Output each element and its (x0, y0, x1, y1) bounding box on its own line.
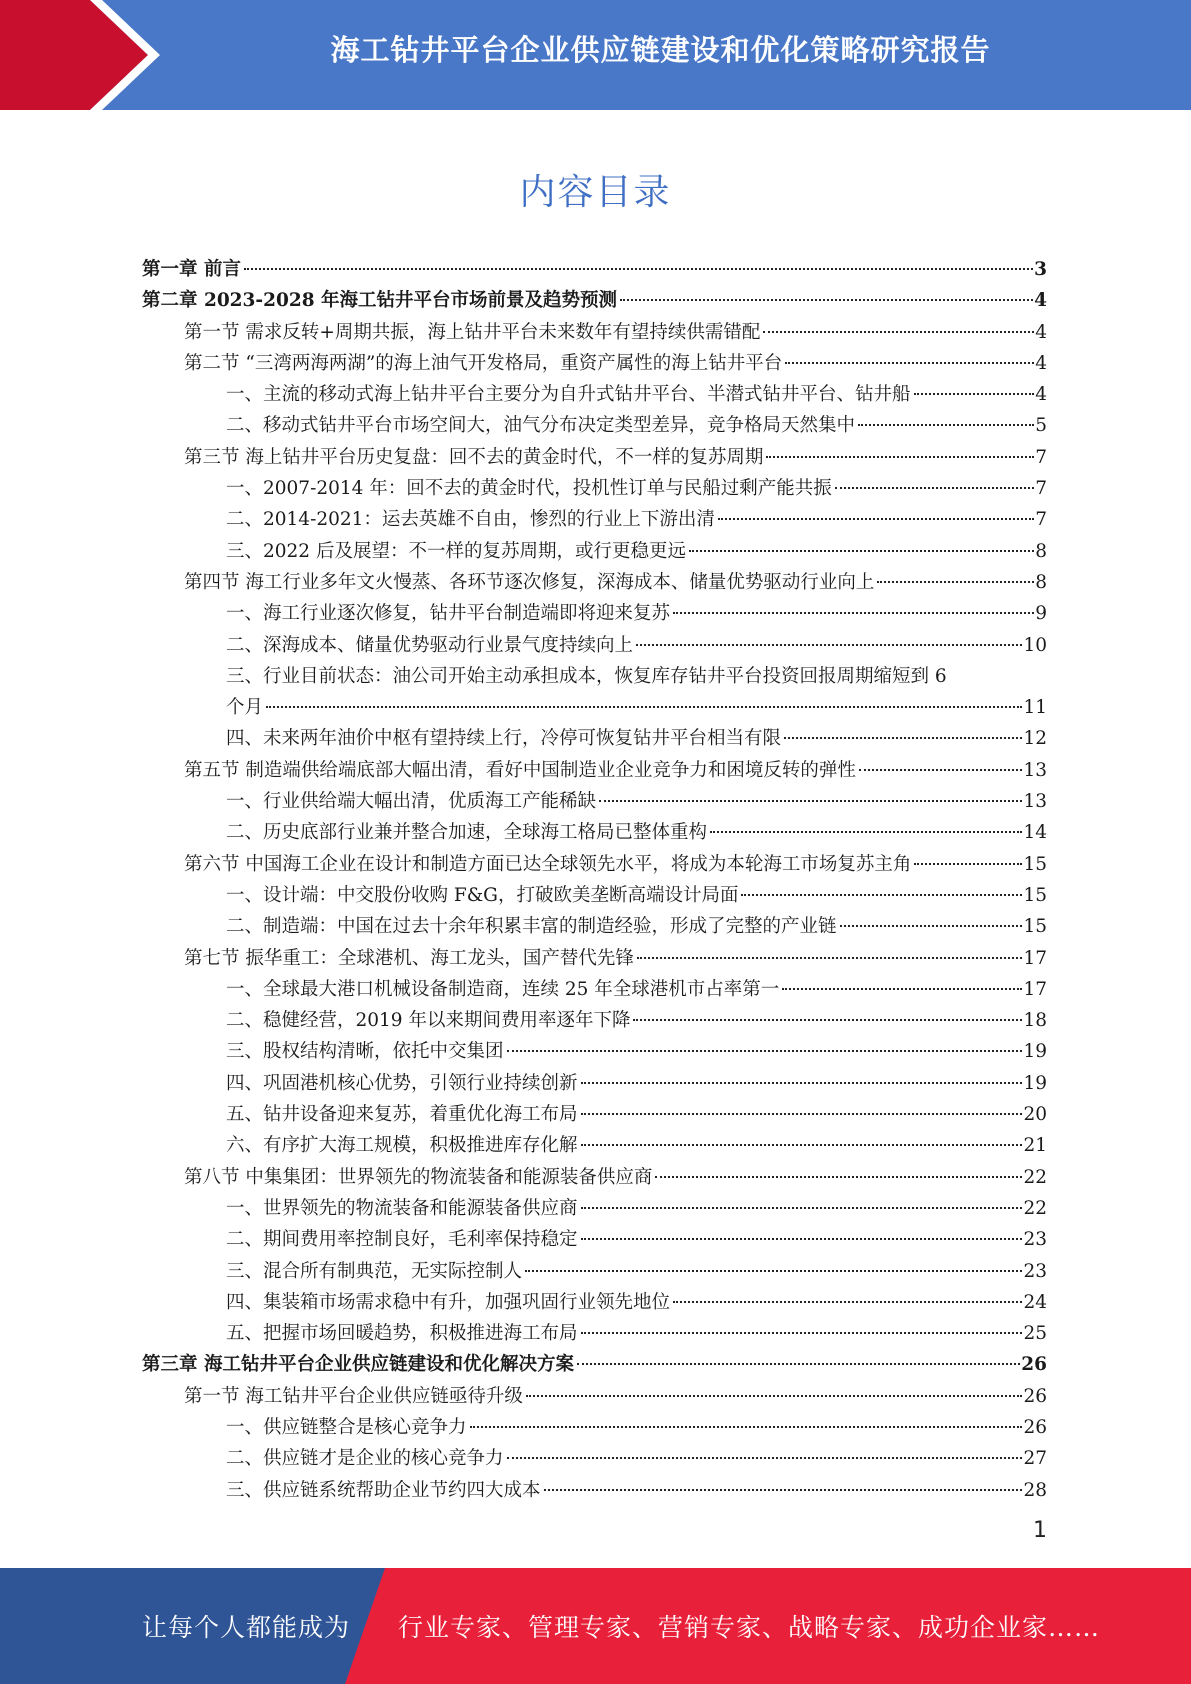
toc-entry[interactable] (142, 630, 1047, 661)
toc-entry-title: 第一节 海工钻井平台企业供应链亟待升级 (184, 1385, 523, 1407)
toc-dot-leader (581, 1238, 1023, 1240)
toc-entry-title: 二、2014-2021：运去英雄不自由，惨烈的行业上下游出清 (226, 509, 715, 531)
toc-entry-title: 二、深海成本、储量优势驱动行业景气度持续向上 (226, 634, 634, 656)
toc-entry[interactable] (142, 661, 1047, 692)
toc-dot-leader (835, 487, 1034, 489)
toc-dot-leader (507, 1050, 1023, 1052)
toc-entry-title: 第三章 海工钻井平台企业供应链建设和优化解决方案 (142, 1354, 574, 1376)
toc-dot-leader (840, 925, 1023, 927)
toc-entry-page: 4 (1035, 352, 1047, 374)
toc-entry-page: 26 (1023, 1416, 1047, 1438)
toc-entry-page: 24 (1023, 1291, 1047, 1313)
toc-entry[interactable] (142, 943, 1047, 974)
toc-entry-page: 5 (1035, 415, 1047, 437)
toc-entry[interactable] (142, 1256, 1047, 1287)
toc-dot-leader (577, 1363, 1020, 1365)
toc-entry[interactable] (142, 817, 1047, 848)
toc-entry-title: 第八节 中集集团：世界领先的物流装备和能源装备供应商 (184, 1166, 653, 1188)
toc-entry-title: 一、行业供给端大幅出清，优质海工产能稀缺 (226, 791, 597, 813)
toc-entry-page: 21 (1023, 1135, 1047, 1157)
toc-entry-page: 9 (1035, 603, 1047, 625)
toc-entry-page: 19 (1023, 1041, 1047, 1063)
toc-dot-leader (718, 518, 1034, 520)
toc-dot-leader (636, 644, 1022, 646)
toc-entry-title: 第一节 需求反转+周期共振，海上钻井平台未来数年有望持续供需错配 (184, 321, 761, 343)
toc-dot-leader (620, 299, 1033, 301)
toc-entry-title: 一、主流的移动式海上钻井平台主要分为自升式钻井平台、半潜式钻井平台、钻井船 (226, 384, 911, 406)
toc-entry[interactable] (142, 723, 1047, 754)
toc-dot-leader (859, 769, 1023, 771)
toc-entry-page: 15 (1023, 853, 1047, 875)
toc-dot-leader (710, 831, 1022, 833)
toc-entry-page: 26 (1021, 1354, 1047, 1376)
toc-dot-leader (655, 1176, 1022, 1178)
toc-entry-page: 22 (1023, 1166, 1047, 1188)
toc-entry[interactable] (142, 755, 1047, 786)
toc-entry-title: 第四节 海工行业多年文火慢蒸、各环节逐次修复，深海成本、储量优势驱动行业向上 (184, 571, 875, 593)
toc-entry[interactable] (142, 1475, 1047, 1506)
toc-entry[interactable] (142, 1287, 1047, 1318)
toc-dot-leader (599, 800, 1022, 802)
toc-entry-page: 7 (1035, 478, 1047, 500)
toc-dot-leader (581, 1207, 1023, 1209)
toc-dot-leader (914, 863, 1022, 865)
toc-dot-leader (507, 1457, 1023, 1459)
toc-dot-leader (784, 737, 1022, 739)
toc-entry-title: 二、移动式钻井平台市场空间大，油气分布决定类型差异，竞争格局天然集中 (226, 415, 856, 437)
toc-entry[interactable] (142, 1036, 1047, 1067)
toc-entry[interactable] (142, 536, 1047, 567)
toc-dot-leader (637, 957, 1023, 959)
toc-entry-title: 第五节 制造端供给端底部大幅出清，看好中国制造业企业竞争力和困境反转的弹性 (184, 759, 856, 781)
toc-entry-page: 19 (1023, 1072, 1047, 1094)
toc-entry[interactable] (142, 1099, 1047, 1130)
toc-entry-title: 五、钻井设备迎来复苏，着重优化海工布局 (226, 1104, 578, 1126)
toc-entry-page: 8 (1035, 571, 1047, 593)
toc-entry[interactable] (142, 1005, 1047, 1036)
toc-entry-page: 13 (1023, 759, 1047, 781)
toc-dot-leader (266, 706, 1022, 708)
toc-entry[interactable] (142, 849, 1047, 880)
toc-entry-page: 7 (1035, 509, 1047, 531)
toc-entry-page: 14 (1023, 822, 1047, 844)
toc-dot-leader (470, 1426, 1023, 1428)
toc-entry-page: 17 (1023, 978, 1047, 1000)
toc-entry[interactable] (142, 504, 1047, 535)
toc-entry-page: 13 (1023, 791, 1047, 813)
toc-entry-page: 4 (1034, 290, 1047, 312)
toc-entry[interactable] (142, 1381, 1047, 1412)
toc-entry-title: 一、海工行业逐次修复，钻井平台制造端即将迎来复苏 (226, 603, 671, 625)
toc-entry[interactable] (142, 598, 1047, 629)
toc-dot-leader (525, 1270, 1022, 1272)
toc-entry-title: 第二节 “三湾两海两湖”的海上油气开发格局，重资产属性的海上钻井平台 (184, 352, 783, 374)
toc-dot-leader (782, 988, 1022, 990)
toc-entry[interactable] (142, 254, 1047, 285)
toc-dot-leader (858, 424, 1034, 426)
footer-slogan-left: 让每个人都能成为 (142, 1613, 351, 1642)
toc-entry[interactable] (142, 442, 1047, 473)
toc-dot-leader (673, 1301, 1022, 1303)
toc-entry-page: 22 (1023, 1197, 1047, 1219)
toc-dot-leader (673, 612, 1034, 614)
toc-entry-title: 六、有序扩大海工规模，积极推进库存化解 (226, 1135, 578, 1157)
toc-entry[interactable] (142, 1130, 1047, 1161)
toc-dot-leader (689, 550, 1034, 552)
toc-entry-page: 23 (1023, 1229, 1047, 1251)
toc-entry-title: 一、2007-2014 年：回不去的黄金时代，投机性订单与民船过剩产能共振 (226, 478, 832, 500)
toc-entry-page: 18 (1023, 1010, 1047, 1032)
toc-entry-title: 第六节 中国海工企业在设计和制造方面已达全球领先水平，将成为本轮海工市场复苏主角 (184, 853, 912, 875)
toc-entry[interactable] (142, 1193, 1047, 1224)
toc-entry[interactable] (142, 1224, 1047, 1255)
toc-entry[interactable] (142, 1068, 1047, 1099)
toc-entry-title: 第一章 前言 (142, 259, 241, 280)
toc-entry-title: 四、未来两年油价中枢有望持续上行，冷停可恢复钻井平台相当有限 (226, 728, 782, 750)
toc-entry[interactable] (142, 1412, 1047, 1443)
toc-entry-page: 8 (1035, 540, 1047, 562)
toc-dot-leader (877, 581, 1034, 583)
toc-entry[interactable] (142, 1318, 1047, 1349)
header-banner (0, 0, 1191, 110)
toc-entry[interactable] (142, 911, 1047, 942)
toc-dot-leader (526, 1395, 1023, 1397)
toc-dot-leader (244, 268, 1033, 270)
toc-entry-page: 26 (1023, 1385, 1047, 1407)
toc-entry-page: 4 (1035, 384, 1047, 406)
toc-entry-title: 三、股权结构清晰，依托中交集团 (226, 1041, 504, 1063)
toc-entry-title: 三、行业目前状态：油公司开始主动承担成本，恢复库存钻井平台投资回报周期缩短到 6 (226, 665, 947, 687)
report-title: 海工钻井平台企业供应链建设和优化策略研究报告 (330, 33, 991, 67)
toc-heading: 内容目录 (519, 172, 672, 213)
toc-entry-page: 25 (1023, 1323, 1047, 1345)
toc-dot-leader (785, 362, 1034, 364)
table-of-contents (142, 254, 1047, 1506)
toc-entry[interactable] (142, 410, 1047, 441)
toc-entry[interactable] (142, 692, 1047, 723)
toc-entry[interactable] (142, 348, 1047, 379)
toc-entry-title: 二、制造端：中国在过去十余年积累丰富的制造经验，形成了完整的产业链 (226, 916, 837, 938)
toc-entry-page: 15 (1023, 916, 1047, 938)
toc-entry-page: 15 (1023, 884, 1047, 906)
toc-entry[interactable] (142, 473, 1047, 504)
toc-entry-page: 7 (1035, 446, 1047, 468)
toc-dot-leader (633, 1019, 1022, 1021)
toc-entry-page: 17 (1023, 947, 1047, 969)
toc-entry[interactable] (142, 317, 1047, 348)
toc-entry[interactable] (142, 786, 1047, 817)
toc-entry-title: 一、设计端：中交股份收购 F&G，打破欧美垄断高端设计局面 (226, 884, 739, 906)
toc-entry-title: 三、2022 后及展望：不一样的复苏周期，或行更稳更远 (226, 540, 686, 562)
toc-dot-leader (581, 1144, 1023, 1146)
toc-entry[interactable] (142, 1443, 1047, 1474)
toc-entry-title: 二、稳健经营，2019 年以来期间费用率逐年下降 (226, 1010, 631, 1032)
toc-entry-page: 23 (1023, 1260, 1047, 1282)
toc-entry-page: 11 (1023, 697, 1047, 719)
toc-entry-page: 10 (1023, 634, 1047, 656)
toc-entry[interactable] (142, 285, 1047, 316)
toc-entry-title: 三、供应链系统帮助企业节约四大成本 (226, 1479, 541, 1501)
toc-dot-leader (914, 393, 1035, 395)
toc-dot-leader (741, 894, 1022, 896)
toc-entry-title: 五、把握市场回暖趋势，积极推进海工布局 (226, 1323, 578, 1345)
toc-dot-leader (581, 1113, 1023, 1115)
toc-entry-title: 三、混合所有制典范，无实际控制人 (226, 1260, 523, 1282)
toc-entry-title: 一、全球最大港口机械设备制造商，连续 25 年全球港机市占率第一 (226, 978, 780, 1000)
toc-entry-title: 第二章 2023-2028 年海工钻井平台市场前景及趋势预测 (142, 290, 618, 312)
toc-entry-page: 4 (1035, 321, 1047, 343)
toc-entry-title: 二、期间费用率控制良好，毛利率保持稳定 (226, 1229, 578, 1251)
toc-dot-leader (581, 1082, 1023, 1084)
toc-entry[interactable] (142, 880, 1047, 911)
toc-entry-title: 第七节 振华重工：全球港机、海工龙头，国产替代先锋 (184, 947, 634, 969)
toc-entry-title: 四、巩固港机核心优势，引领行业持续创新 (226, 1072, 578, 1094)
toc-entry-page: 28 (1023, 1479, 1047, 1501)
toc-entry[interactable] (142, 1162, 1047, 1193)
toc-entry-title: 一、世界领先的物流装备和能源装备供应商 (226, 1197, 578, 1219)
toc-entry-title: 个月 (226, 697, 264, 719)
toc-entry[interactable] (142, 1349, 1047, 1380)
toc-entry-title: 四、集装箱市场需求稳中有升，加强巩固行业领先地位 (226, 1291, 671, 1313)
footer-slogan-right: 行业专家、管理专家、营销专家、战略专家、成功企业家…… (398, 1613, 1101, 1642)
toc-entry-title: 二、供应链才是企业的核心竞争力 (226, 1448, 504, 1470)
toc-entry[interactable] (142, 567, 1047, 598)
toc-entry-page: 12 (1023, 728, 1047, 750)
footer-banner (0, 1568, 1191, 1684)
toc-dot-leader (763, 331, 1034, 333)
page-number: 1 (1033, 1518, 1047, 1543)
toc-entry-title: 二、历史底部行业兼并整合加速，全球海工格局已整体重构 (226, 822, 708, 844)
toc-entry-page: 27 (1023, 1448, 1047, 1470)
toc-dot-leader (544, 1489, 1023, 1491)
toc-entry-page: 3 (1034, 259, 1047, 280)
toc-entry-title: 一、供应链整合是核心竞争力 (226, 1416, 467, 1438)
toc-entry-page: 20 (1023, 1104, 1047, 1126)
toc-entry-title: 第三节 海上钻井平台历史复盘：回不去的黄金时代，不一样的复苏周期 (184, 446, 764, 468)
toc-dot-leader (581, 1332, 1023, 1334)
toc-entry[interactable] (142, 379, 1047, 410)
toc-entry[interactable] (142, 974, 1047, 1005)
toc-dot-leader (766, 456, 1034, 458)
